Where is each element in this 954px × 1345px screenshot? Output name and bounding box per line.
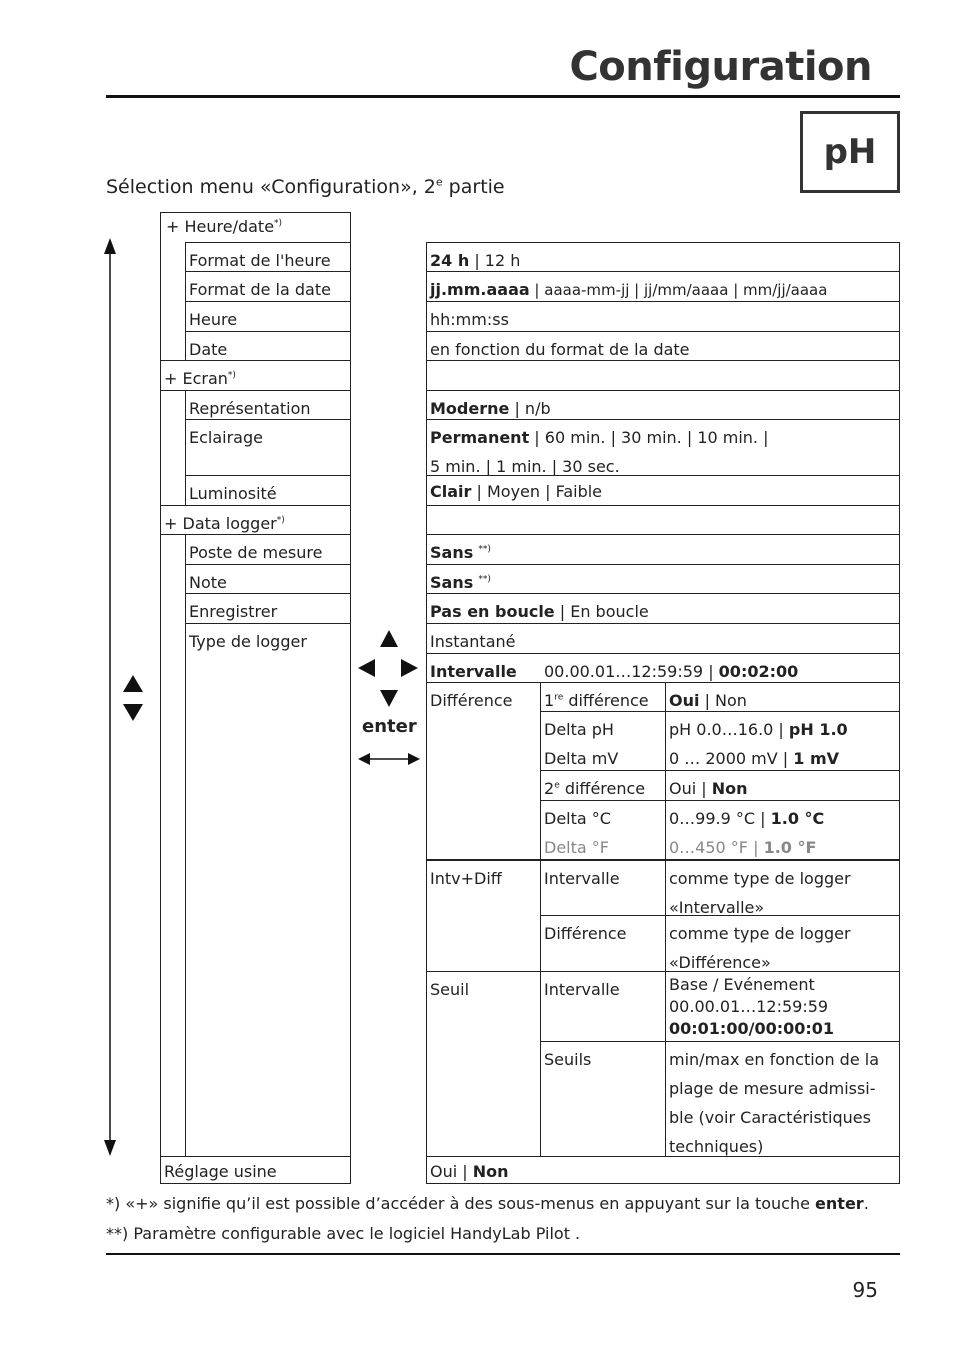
section-subtitle: Sélection menu «Configuration», 2e partie	[106, 175, 505, 198]
menu-luminosite[interactable]: Luminosité	[185, 475, 351, 506]
diff-second: 2e différence	[540, 770, 666, 801]
seuil-intervalle: Intervalle	[540, 971, 666, 1042]
seuil-intervalle-value: Base / Evénement 00.00.01…12:59:59 00:01:00/00:00:01	[665, 971, 900, 1042]
arrow-cross-icon	[356, 630, 420, 708]
enter-key-label: enter	[362, 716, 417, 737]
option-note: Sans **)	[426, 564, 900, 594]
option-heure: hh:mm:ss	[426, 301, 900, 332]
option-luminosite: Clair | Moyen | Faible	[426, 475, 900, 506]
diff-delta-ph-mv: Delta pH Delta mV	[540, 711, 666, 771]
left-right-arrow-icon	[358, 750, 420, 768]
menu-poste-mesure[interactable]: Poste de mesure	[185, 534, 351, 565]
option-intervalle: Intervalle 00.00.01…12:59:59 | 00:02:00	[426, 653, 900, 683]
up-down-arrows-icon	[121, 675, 145, 723]
menu-format-date[interactable]: Format de la date	[185, 271, 351, 302]
option-intv-diff: Intv+Diff	[426, 859, 541, 972]
ph-badge: pH	[800, 111, 900, 193]
menu-format-heure[interactable]: Format de l'heure	[185, 242, 351, 272]
diff-delta-ph-mv-values: pH 0.0…16.0 | pH 1.0 0 … 2000 mV | 1 mV	[665, 711, 900, 771]
option-ecran-blank	[426, 360, 900, 391]
menu-ecran[interactable]: + Ecran*)	[160, 360, 351, 391]
menu-heure-date[interactable]: + Heure/date*)	[166, 217, 283, 236]
diff-delta-temp: Delta °C Delta °F	[540, 800, 666, 860]
option-format-date: jj.mm.aaaa | aaaa-mm-jj | jj/mm/aaaa | mm/jj/aaaa	[426, 271, 900, 302]
diff-second-value: Oui | Non	[665, 770, 900, 801]
footer-rule	[106, 1253, 900, 1255]
diff-first-value: Oui | Non	[665, 682, 900, 712]
diff-first: 1re différence	[540, 682, 666, 712]
menu-heure[interactable]: Heure	[185, 301, 351, 332]
intvdiff-intervalle: Intervalle	[540, 859, 666, 916]
option-representation: Moderne | n/b	[426, 390, 900, 420]
menu-enregistrer[interactable]: Enregistrer	[185, 593, 351, 624]
option-eclairage: Permanent | 60 min. | 30 min. | 10 min. | 5 min. | 1 min. | 30 sec.	[426, 419, 900, 476]
vertical-scroll-arrow-icon	[100, 238, 120, 1158]
menu-eclairage[interactable]: Eclairage	[185, 419, 351, 476]
option-date: en fonction du format de la date	[426, 331, 900, 361]
intvdiff-difference-value: comme type de logger «Différence»	[665, 915, 900, 972]
option-difference: Différence	[426, 682, 541, 860]
option-reglage-usine: Oui | Non	[426, 1156, 900, 1184]
option-instantane: Instantané	[426, 623, 900, 654]
seuil-seuils: Seuils	[540, 1041, 666, 1157]
option-poste-mesure: Sans **)	[426, 534, 900, 565]
option-format-heure: 24 h | 12 h	[426, 242, 900, 272]
intvdiff-intervalle-value: comme type de logger «Intervalle»	[665, 859, 900, 916]
seuil-seuils-value: min/max en fonction de la plage de mesure admissi- ble (voir Caractéristiques techniques)	[665, 1041, 900, 1157]
footnote-2: **) Paramètre configurable avec le logiciel HandyLab Pilot .	[106, 1224, 581, 1243]
page-number: 95	[852, 1278, 878, 1302]
menu-date[interactable]: Date	[185, 331, 351, 361]
menu-note[interactable]: Note	[185, 564, 351, 594]
header-rule	[106, 95, 900, 98]
footnote-1: *) «+» signifie qu’il est possible d’accéder à des sous-menus en appuyant sur la touche enter.	[106, 1194, 869, 1213]
menu-type-logger[interactable]: Type de logger	[185, 623, 351, 1157]
option-data-logger-blank	[426, 505, 900, 535]
option-enregistrer: Pas en boucle | En boucle	[426, 593, 900, 624]
menu-representation[interactable]: Représentation	[185, 390, 351, 420]
menu-data-logger[interactable]: + Data logger*)	[160, 505, 351, 535]
menu-reglage-usine[interactable]: Réglage usine	[160, 1156, 351, 1184]
diff-delta-temp-values: 0…99.9 °C | 1.0 °C 0…450 °F | 1.0 °F	[665, 800, 900, 860]
intvdiff-difference: Différence	[540, 915, 666, 972]
option-seuil: Seuil	[426, 971, 541, 1157]
page-title: Configuration	[569, 44, 872, 90]
